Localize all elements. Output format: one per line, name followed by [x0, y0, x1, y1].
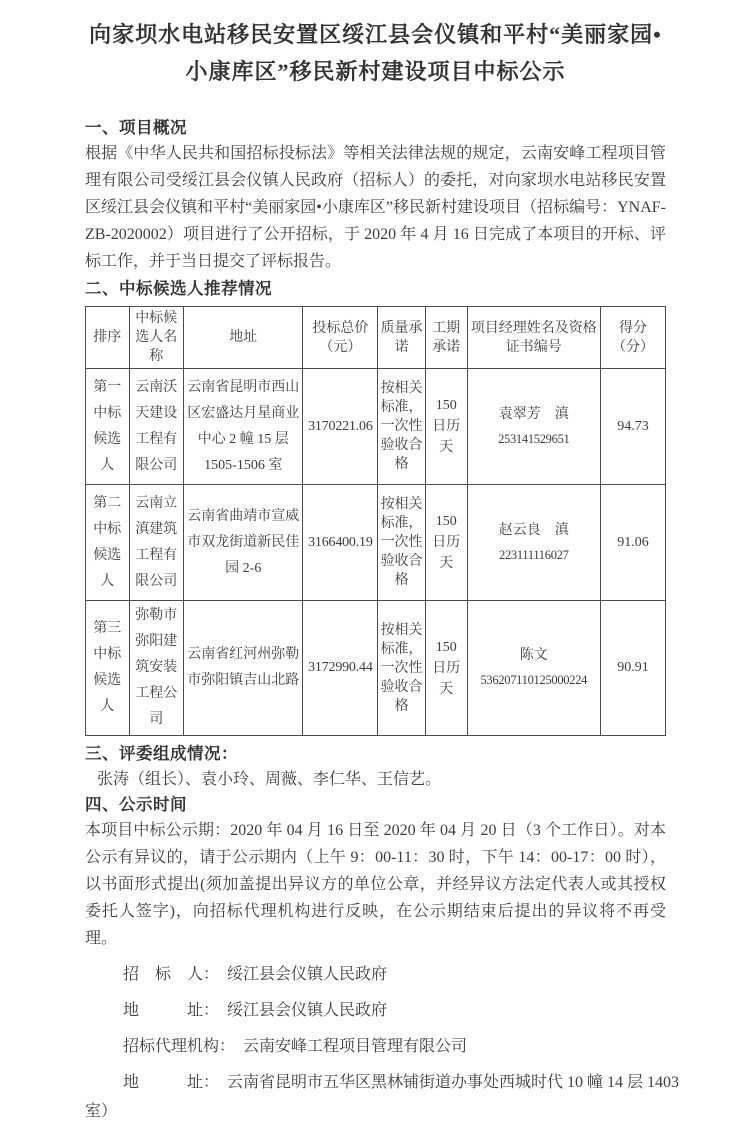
- col-header-score: 得分（分）: [600, 307, 665, 369]
- cell-duration: 150 日历天: [425, 485, 467, 601]
- cell-candidate-name: 云南沃天建设工程有限公司: [129, 369, 184, 485]
- committee-members: 张涛（组长）、袁小玲、周薇、李仁华、王信艺。: [97, 771, 442, 788]
- col-header-manager: 项目经理姓名及资格证书编号: [467, 307, 600, 369]
- table-header-row: [86, 307, 666, 369]
- cell-duration: 150 日历天: [425, 601, 467, 736]
- address-tail: 室）: [85, 1103, 118, 1120]
- manager-name: 陈文: [519, 648, 548, 663]
- cell-address: 云南省曲靖市宣威市双龙街道新民佳园 2-6: [184, 485, 303, 601]
- tenderer-address-label: 地 址：: [123, 1002, 220, 1019]
- cell-manager: [467, 601, 600, 736]
- table-row: [86, 485, 666, 601]
- tenderer-address-line: [85, 997, 666, 1024]
- cell-manager: [467, 485, 600, 601]
- col-header-address: 地址: [184, 307, 303, 369]
- cell-score: 91.06: [600, 485, 665, 601]
- cell-rank: 第二中标候选人: [86, 485, 130, 601]
- manager-cert-number: 253141529651: [498, 431, 570, 446]
- cell-score: 94.73: [600, 369, 665, 485]
- manager-name: 袁翠芳 滇: [498, 406, 569, 422]
- document-title-line1: 向家坝水电站移民安置区绥江县会仪镇和平村“美丽家园•: [89, 22, 662, 47]
- manager-cert-number: 536207110125000224: [480, 673, 588, 687]
- cell-rank: 第一中标候选人: [86, 369, 130, 485]
- section-2-heading: 二、中标候选人推荐情况: [85, 279, 272, 298]
- manager-cert-number: 223111116027: [499, 547, 569, 562]
- col-header-bid-price: 投标总价（元）: [303, 307, 378, 369]
- cell-quality: 按相关标准，一次性验收合格: [378, 485, 426, 601]
- section-4-heading: 四、公示时间: [85, 795, 187, 814]
- tenderer-label: 招 标 人：: [123, 966, 220, 983]
- cell-bid-price: 3166400.19: [303, 485, 378, 601]
- document-title-line2: 小康库区”移民新村建设项目中标公示: [185, 59, 566, 84]
- agency-address-line: [85, 1069, 680, 1096]
- col-header-rank: 排序: [86, 307, 130, 369]
- agency-label: 招标代理机构：: [123, 1038, 236, 1055]
- cell-quality: 按相关标准，一次性验收合格: [378, 369, 426, 485]
- cell-score: 90.91: [600, 601, 665, 736]
- col-header-duration: 工期承诺: [425, 307, 467, 369]
- table-row: [86, 601, 666, 736]
- publicity-period-paragraph: 本项目中标公示期：2020 年 04 月 16 日至 2020 年 04 月 20 日（3 个工作日）。对本公示有异议的，请于公示期内（上午 9：00-11：30 时，下午 14：00-17：00 时），以书面形式提出(须加盖提出异议方的单位公章，并经异议方法定代表人或其授权委托人签字)，向招标代理机构进行反映，在公示期结束后提出的异议将不再受理。: [85, 822, 666, 947]
- agency-value: 云南安峰工程项目管理有限公司: [243, 1038, 468, 1055]
- cell-address: 云南省昆明市西山区宏盛达月星商业中心 2 幢 15 层 1505-1506 室: [184, 369, 303, 485]
- project-overview-paragraph: 根据《中华人民共和国招标投标法》等相关法律法规的规定，云南安峰工程项目管理有限公司受绥江县会仪镇人民政府（招标人）的委托，对向家坝水电站移民安置区绥江县会仪镇和平村“美丽家园•小康库区”移民新村建设项目（招标编号：YNAF-ZB-2020002）项目进行了公开招标，于 2020 年 4 月 16 日完成了本项目的开标、评标工作，并于当日提交了评标报告。: [85, 145, 666, 270]
- cell-bid-price: 3170221.06: [303, 369, 378, 485]
- agency-address-label: 地 址：: [123, 1074, 220, 1091]
- manager-name: 赵云良 滇: [498, 522, 569, 538]
- cell-duration: 150 日历天: [425, 369, 467, 485]
- tenderer-address-value: 绥江县会仪镇人民政府: [227, 1002, 388, 1019]
- cell-rank: 第三中标候选人: [86, 601, 130, 736]
- document-title: [85, 16, 666, 90]
- tenderer-line: [85, 961, 666, 988]
- cell-candidate-name: 弥勒市弥阳建筑安装工程公司: [129, 601, 184, 736]
- cell-bid-price: 3172990.44: [303, 601, 378, 736]
- tenderer-value: 绥江县会仪镇人民政府: [227, 966, 388, 983]
- cell-address: 云南省红河州弥勒市弥阳镇吉山北路: [184, 601, 303, 736]
- col-header-quality: 质量承诺: [378, 307, 426, 369]
- candidates-table: [85, 306, 666, 736]
- cell-manager: [467, 369, 600, 485]
- col-header-candidate-name: 中标候选人名称: [129, 307, 184, 369]
- table-row: [86, 369, 666, 485]
- section-3-heading: 三、评委组成情况：: [85, 744, 238, 763]
- cell-candidate-name: 云南立滇建筑工程有限公司: [129, 485, 184, 601]
- agency-address-value: 云南省昆明市五华区黑林铺街道办事处西城时代 10 幢 14 层 1403: [227, 1074, 680, 1091]
- section-1-heading: 一、项目概况: [85, 118, 187, 137]
- cell-quality: 按相关标准，一次性验收合格: [378, 601, 426, 736]
- agency-line: [85, 1033, 666, 1060]
